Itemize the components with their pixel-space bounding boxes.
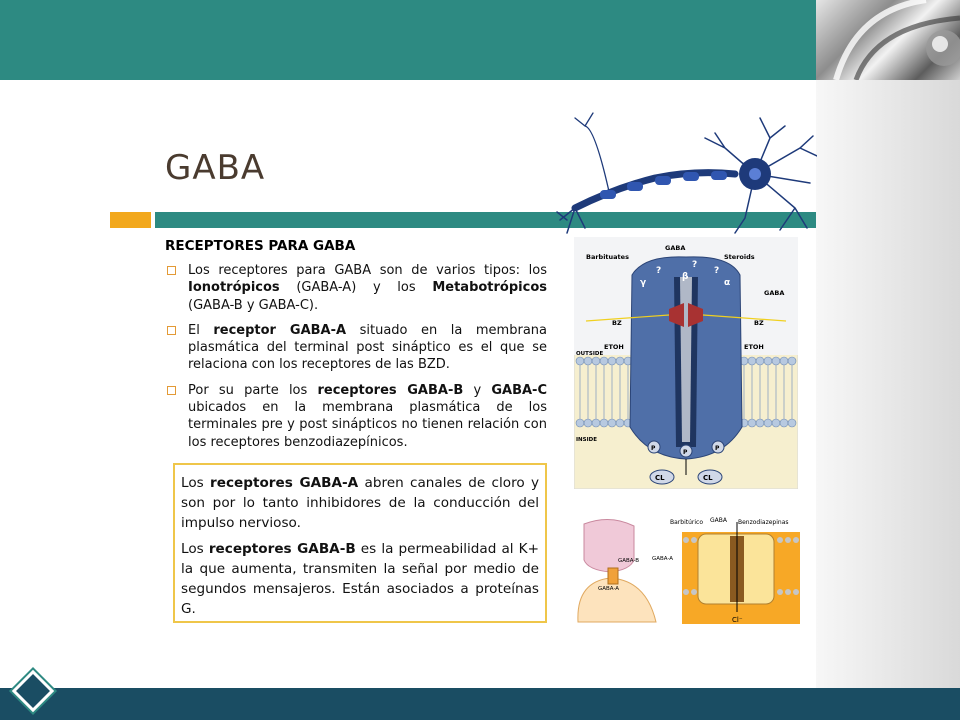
gaba-receptors-diagram [574, 512, 804, 630]
label-barbiturico: Barbitúrico [670, 519, 703, 526]
title-accent-orange [110, 212, 151, 228]
label-gaba-top: GABA [665, 244, 686, 252]
label-beta: β [682, 272, 689, 282]
text-run: ubicados en la membrana plasmática de los terminales pre y post sinápticos no tienen relación con los receptores benzodiazepínicos. [188, 400, 547, 450]
label-cl: Cl⁻ [732, 616, 743, 624]
label-gaba-a-mid: GABA-A [652, 556, 674, 562]
info-paragraph [181, 473, 539, 533]
right-decor-strip [816, 80, 960, 688]
text-run: y [463, 382, 492, 398]
slide-title: GABA [165, 148, 266, 188]
label-barbituates: Barbituates [586, 253, 629, 261]
text-run: (GABA-B y GABA-C). [188, 297, 319, 313]
label-q2: ? [692, 260, 698, 270]
label-outside: OUTSIDE [576, 351, 604, 357]
label-gamma: γ [640, 278, 647, 288]
bold-term: receptores GABA-B [208, 541, 356, 557]
label-cl-right: CL [703, 474, 713, 482]
label-q1: ? [656, 266, 662, 276]
text-run: Los receptores para GABA son de varios tipos: los [188, 263, 547, 278]
bold-term: receptor GABA-A [213, 322, 347, 338]
text-run: abren canales de cloro y son por lo tanto inhibidores de la conducción del impulso nervioso. [181, 475, 539, 531]
bullet-square-icon [167, 326, 176, 335]
bullet-item [165, 262, 547, 314]
bold-term: GABA-C [491, 382, 547, 398]
label-bz-right: BZ [754, 319, 764, 327]
header-decor-image [816, 0, 960, 80]
neuron-illustration-icon [555, 108, 817, 238]
text-run: Los [181, 475, 211, 491]
bold-term: receptores GABA-A [210, 475, 359, 491]
bullet-square-icon [167, 266, 176, 275]
footer-band [0, 688, 960, 720]
section-heading: RECEPTORES PARA GABA [165, 238, 356, 254]
bullet-text [188, 263, 547, 313]
label-gaba-right: GABA [764, 289, 785, 297]
gaba-a-receptor-diagram [574, 237, 798, 489]
bullet-item [165, 382, 547, 451]
label-gaba: GABA [710, 517, 727, 524]
text-run: (GABA-A) y los [279, 280, 433, 296]
label-inside: INSIDE [576, 437, 597, 443]
label-p3: P [715, 445, 720, 452]
info-paragraph [181, 539, 539, 619]
text-run: situado en la membrana plasmática del terminal post sináptico es el que se relaciona con los receptores de las BZD. [188, 322, 547, 373]
bullet-text [188, 383, 547, 450]
label-steroids: Steroids [724, 253, 755, 261]
label-cl-left: CL [655, 474, 665, 482]
bold-term: Ionotrópicos [188, 280, 280, 296]
info-box [173, 463, 547, 623]
label-bz-left: BZ [612, 319, 622, 327]
bullet-square-icon [167, 386, 176, 395]
label-alpha: α [724, 278, 731, 288]
text-run: Los [181, 541, 209, 557]
label-p2: P [683, 449, 688, 456]
label-etoh-right: ETOH [744, 343, 764, 351]
bullet-text [188, 323, 547, 373]
bold-term: Metabotrópicos [432, 280, 547, 296]
text-run: El [188, 322, 214, 338]
text-run: es la permeabilidad al K+ la que aumenta, transmiten la señal por medio de segundos mensajeros. Están asociados a proteínas G. [181, 541, 539, 617]
label-p1: P [651, 445, 656, 452]
label-gaba-a-left: GABA-A [598, 586, 620, 592]
label-benzodiazepinas: Benzodiazepinas [738, 519, 789, 526]
bullet-list [165, 262, 547, 459]
label-q3: ? [714, 266, 720, 276]
label-etoh-left: ETOH [604, 343, 624, 351]
text-run: Por su parte los [188, 382, 318, 398]
bold-term: receptores GABA-B [317, 382, 464, 398]
bullet-item [165, 322, 547, 374]
header-band [0, 0, 816, 80]
label-gaba-b: GABA-B [618, 558, 640, 564]
